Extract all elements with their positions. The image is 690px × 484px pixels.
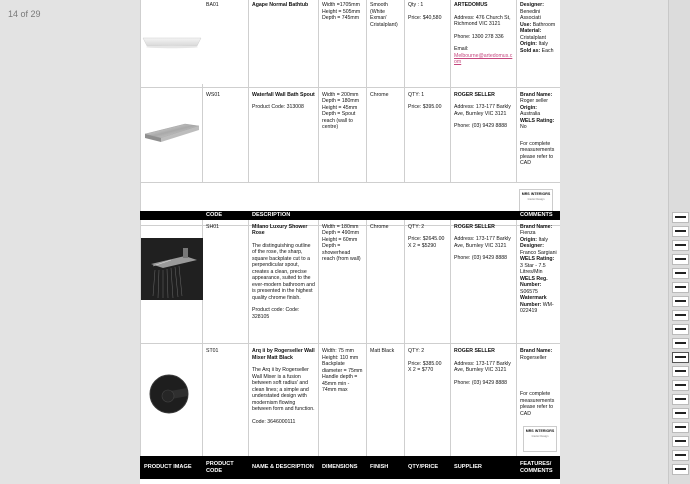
qty-price: Qty : 1 Price: $40,580: [405, 0, 451, 87]
product-code: WS01: [203, 87, 249, 183]
page-thumbnail[interactable]: [672, 464, 689, 475]
product-code: ST01: [203, 344, 249, 458]
features: Designer: Benedini Associati Use: Bathroom Material: Cristalplant Origin: Italy Sold as: Each: [517, 0, 561, 87]
page-thumbnail[interactable]: [672, 296, 689, 307]
finish: Chrome: [367, 87, 405, 183]
finish: Smooth (White Exmar/ Cristalplant): [367, 0, 405, 87]
table-row: [141, 0, 561, 87]
schedule-table-next: [140, 456, 560, 479]
page-thumbnail[interactable]: [672, 254, 689, 265]
bathtub-image: [141, 0, 203, 84]
supplier-email-link[interactable]: Melbourne@artedomus.com: [454, 52, 513, 65]
product-name: Milano Luxury Shower Rose: [252, 223, 308, 237]
page-thumbnail[interactable]: [672, 422, 689, 433]
features: Brand Name: Fienza Origin: Italy Designer: Franco Sargiani WELS Rating: 3 Star - 7.5 Litres/Min WELS Reg. Number: S06575 Watermark Number: WM-022419: [517, 219, 561, 344]
supplier: ARTEDOMUS Address: 476 Church St, Richmond VIC 3121 Phone: 1300 278 336 Email: Melbourne@artedomus.com: [451, 0, 517, 87]
page-counter: 14 of 29: [8, 9, 41, 19]
table-header-row: CODE DESCRIPTION COMMENTS: [141, 212, 561, 220]
product-name: Agape Normal Bathtub: [252, 2, 309, 8]
page-thumbnail[interactable]: [672, 226, 689, 237]
product-name: Waterfall Wall Bath Spout: [252, 91, 315, 98]
product-image-cell: [141, 344, 203, 458]
dimensions: Width: 75 mm Height: 110 mm Backplate diameter = 75mm Handle depth = 45mm min - 74mm max: [319, 344, 367, 458]
features: Brand Name: Rogerseller For complete measurements please refer to CAD MRS INTERIORS Interior Design: [517, 344, 561, 458]
page-thumbnail[interactable]: [672, 338, 689, 349]
page-thumbnail[interactable]: [672, 450, 689, 461]
dimensions: Width = 180mm Depth = 490mm Height = 60mm Depth = showerhead reach (from wall): [319, 219, 367, 344]
page-thumbnail[interactable]: [672, 380, 689, 391]
table-row: WS01 Waterfall Wall Bath Spout Product Code: 313008 Width = 200mm Depth = 180mm Height = 45mm Depth = Spout reach (wall to centre) Chrome QTY: 1 Price: $395.00 ROGER SELLER Address: 173-177 Barkly Ave, Burnley VIC 3121 Phone: (03) 9429 8888 Brand Name: Roger seller Origin: Australia WELS Rating: No For complete measurements please refer to CAD: [141, 87, 561, 183]
mrs-interiors-logo: MRS INTERIORS Interior Design: [519, 189, 553, 215]
mrs-interiors-logo: MRS INTERIORS Interior Design: [523, 426, 557, 452]
page-thumbnail[interactable]: [672, 394, 689, 405]
document-page[interactable]: [140, 0, 560, 484]
product-description: The distinguishing outline of the rose, the sharp, square backplate cut to a perpendicular spout, creates a clean, precise appearance, suited to the ever-modern bathroom and is presented in the highest quality chrome finish.: [252, 242, 315, 301]
page-thumbnail-current[interactable]: [672, 352, 689, 363]
schedule-table-bottom: [140, 211, 560, 458]
product-name: Arq ii by Rogerseller Wall Mixer Matt Black: [252, 348, 315, 361]
supplier: ROGER SELLER Address: 173-177 Barkly Ave, Burnley VIC 3121 Phone: (03) 9429 8888: [451, 87, 517, 183]
finish: Chrome: [367, 219, 405, 344]
shower-rose-image: [141, 220, 203, 341]
bath-spout-image: [141, 88, 203, 180]
product-description: The Arq ii by Rogerseller Wall Mixer is a fusion between soft radius' and clean lines; a simple and understated design with modernism flowing between form and function.: [252, 367, 315, 413]
product-image-cell: [141, 0, 203, 87]
page-thumbnail[interactable]: [672, 310, 689, 321]
page-thumbnail[interactable]: [672, 282, 689, 293]
schedule-table-top: [140, 0, 560, 226]
product-code: SH01: [203, 219, 249, 344]
product-code: BA01: [203, 0, 249, 87]
page-thumbnail[interactable]: [672, 268, 689, 279]
features: Brand Name: Roger seller Origin: Australia WELS Rating: No For complete measurements please refer to CAD: [517, 87, 561, 183]
page-thumbnail[interactable]: [672, 212, 689, 223]
page-thumbnail-strip[interactable]: [668, 0, 690, 484]
page-thumbnail[interactable]: [672, 324, 689, 335]
page-thumbnail[interactable]: [672, 408, 689, 419]
qty-price: QTY: 1 Price: $395.00: [405, 87, 451, 183]
qty-price: QTY: 2 Price: $385.00 X 2 = $770: [405, 344, 451, 458]
finish: Matt Black: [367, 344, 405, 458]
page-thumbnail[interactable]: [672, 240, 689, 251]
product-image-cell: [141, 219, 203, 344]
dimensions: Width =1705mm Height = 505mm Depth = 745mm: [319, 0, 367, 87]
wall-mixer-image: [141, 344, 203, 454]
table-row: ST01 Arq ii by Rogerseller Wall Mixer Matt Black The Arq ii by Rogerseller Wall Mixer is a fusion between soft radius' and clean lines; a simple and understated design with modernism flowing between form and function. Code: 3646000111 Width: 75 mm Height: 110 mm Backplate diameter = 75mm Handle depth = 45mm min - 74mm max Matt Black QTY: 2 Price: $385.00 X 2 = $770 ROGER SELLER Address: 173-177 Barkly Ave, Burnley VIC 3121 Phone: (03) 9429 8888 Brand Name: Rogerseller For complete measurements please refer to CAD MRS INTERIORS Interior Design: [141, 344, 561, 458]
supplier: ROGER SELLER Address: 173-177 Barkly Ave, Burnley VIC 3121 Phone: (03) 9429 8888: [451, 344, 517, 458]
supplier: ROGER SELLER Address: 173-177 Barkly Ave, Burnley VIC 3121 Phone: (03) 9429 8888: [451, 219, 517, 344]
dimensions: Width = 200mm Depth = 180mm Height = 45mm Depth = Spout reach (wall to centre): [319, 87, 367, 183]
page-thumbnail[interactable]: [672, 366, 689, 377]
product-image-cell: [141, 87, 203, 183]
table-header-row: PRODUCT IMAGE PRODUCT CODE NAME & DESCRIPTION DIMENSIONS FINISH QTY/PRICE SUPPLIER FEATURES/ COMMENTS: [141, 457, 561, 479]
page-thumbnail[interactable]: [672, 436, 689, 447]
qty-price: QTY: 2 Price: $2645.00 X 2 = $5290: [405, 219, 451, 344]
table-row: SH01 Milano Luxury Shower Rose The distinguishing outline of the rose, the sharp, square backplate cut to a perpendicular spout, creates a clean, precise appearance, suited to the ever-modern bathroom and is presented in the highest quality chrome finish. Product code: Code: 328105 Width = 180mm Depth = 490mm Height = 60mm Depth = showerhead reach (from wall) Chrome QTY: 2 Price: $2645.00 X 2 = $5290 ROGER SELLER Address: 173-177 Barkly Ave, Burnley VIC 3121 Phone: (03) 9429 8888 Brand Name: Fienza Origin: Italy Designer: Franco Sargiani WELS Rating: 3 Star - 7.5 Litres/Min WELS Reg. Number: S06575 Watermark Number: WM-022419: [141, 219, 561, 344]
